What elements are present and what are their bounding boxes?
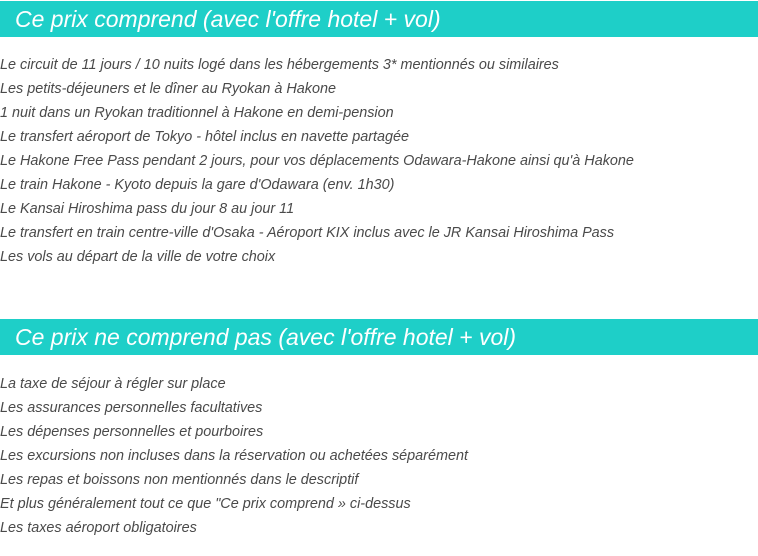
included-section-header xyxy=(0,1,758,37)
excluded-item: Et plus généralement tout ce que "Ce prix comprend » ci-dessus xyxy=(0,496,411,512)
included-section-title: Ce prix comprend (avec l'offre hotel + vol) xyxy=(15,6,441,32)
excluded-items-list xyxy=(0,372,758,540)
included-items-list xyxy=(0,53,758,269)
included-item: Le train Hakone - Kyoto depuis la gare d'Odawara (env. 1h30) xyxy=(0,177,395,193)
included-item: 1 nuit dans un Ryokan traditionnel à Hakone en demi-pension xyxy=(0,105,394,121)
excluded-item: Les assurances personnelles facultatives xyxy=(0,400,263,416)
excluded-item: Les repas et boissons non mentionnés dans le descriptif xyxy=(0,472,359,488)
excluded-item: Les excursions non incluses dans la réservation ou achetées séparément xyxy=(0,448,468,464)
included-item: Le circuit de 11 jours / 10 nuits logé dans les hébergements 3* mentionnés ou similaires xyxy=(0,57,559,73)
excluded-item: Les dépenses personnelles et pourboires xyxy=(0,424,264,440)
included-item: Les vols au départ de la ville de votre choix xyxy=(0,249,276,265)
included-item: Le transfert en train centre-ville d'Osaka - Aéroport KIX inclus avec le JR Kansai Hiroshima Pass xyxy=(0,225,615,241)
included-item: Le Kansai Hiroshima pass du jour 8 au jour 11 xyxy=(0,201,295,217)
excluded-item: Les taxes aéroport obligatoires xyxy=(0,520,197,536)
excluded-item: La taxe de séjour à régler sur place xyxy=(0,376,226,392)
excluded-section-title: Ce prix ne comprend pas (avec l'offre hotel + vol) xyxy=(15,324,517,350)
excluded-section-header xyxy=(0,319,758,355)
included-item: Le transfert aéroport de Tokyo - hôtel inclus en navette partagée xyxy=(0,129,410,145)
included-item: Les petits-déjeuners et le dîner au Ryokan à Hakone xyxy=(0,81,336,97)
included-item: Le Hakone Free Pass pendant 2 jours, pour vos déplacements Odawara-Hakone ainsi qu'à Hakone xyxy=(0,153,634,169)
